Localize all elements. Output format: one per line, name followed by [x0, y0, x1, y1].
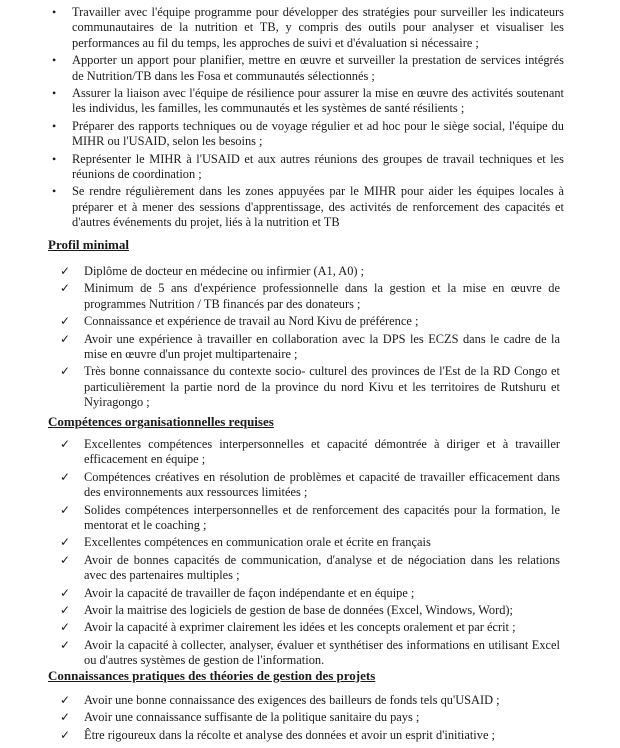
list-item: [0, 535, 620, 550]
competences-list: [0, 437, 620, 669]
list-item-text: Avoir la capacité de travailler de façon indépendante et en équipe ;: [84, 585, 415, 600]
check-icon: ✓: [60, 364, 71, 379]
list-item-text: Connaissance et expérience de travail au Nord Kivu de préférence ;: [84, 314, 419, 329]
list-item-text: Avoir la capacité à collecter, analyser, évaluer et synthétiser des informations en utilisant Excel ou d'autres systèmes de gestion de l'information.: [84, 637, 560, 668]
list-item-text: Avoir une bonne connaissance des exigences des bailleurs de fonds tels qu'USAID ;: [84, 693, 500, 707]
check-icon: ✓: [60, 637, 71, 652]
list-item: [0, 264, 620, 279]
competences-section: [0, 437, 620, 671]
list-item-text: Préparer des rapports techniques ou de voyage régulier et ad hoc pour le siège social, l'équipe du MIHR ou l'USAID, selon les besoins ;: [72, 118, 564, 149]
check-icon: ✓: [60, 727, 71, 742]
list-item-text: Minimum de 5 ans d'expérience professionnelle dans la gestion et la mise en œuvre de programmes Nutrition / TB financés par des donateurs ;: [84, 281, 560, 311]
list-item-text: Solides compétences interpersonnelles et de renforcement des capacités pour la formation, le mentorat et le coaching ;: [84, 502, 560, 533]
list-item-text: Avoir la capacité à exprimer clairement les idées et les concepts oralement et par écrit ;: [84, 620, 516, 635]
list-item-text: Être rigoureux dans la récolte et analyse des données et avoir un esprit d'initiative ;: [84, 727, 495, 742]
list-item: [0, 503, 620, 534]
check-icon: ✓: [60, 535, 71, 550]
check-icon: ✓: [60, 281, 71, 296]
list-item: [0, 620, 620, 635]
list-item: [0, 281, 620, 312]
check-icon: ✓: [60, 314, 71, 329]
check-icon: ✓: [60, 469, 71, 484]
list-item: [0, 553, 620, 584]
list-item: [0, 638, 620, 669]
list-item: [0, 332, 620, 363]
bullet-icon: •: [52, 151, 57, 166]
list-item-text: Avoir la maitrise des logiciels de gestion de base de données (Excel, Windows, Word);: [84, 603, 513, 618]
connaissances-list: [0, 693, 620, 743]
check-icon: ✓: [60, 710, 71, 725]
connaissances-section: [0, 693, 620, 745]
list-item-text: Avoir une expérience à travailler en collaboration avec la DPS les ECZS dans le cadre de la mise en œuvre d'un projet multipartenaire ;: [84, 331, 560, 362]
check-icon: ✓: [60, 264, 71, 278]
bullet-icon: •: [52, 5, 57, 19]
list-item-text: Représenter le MIHR à l'USAID et aux autres réunions des groupes de travail techniques et les réunions de coordination ;: [72, 151, 564, 182]
list-item-text: Excellentes compétences en communication orale et écrite en français: [84, 535, 431, 550]
check-icon: ✓: [60, 437, 71, 451]
check-icon: ✓: [60, 331, 71, 346]
section-heading-connaissances: Connaissances pratiques des théories de gestion des projets: [48, 668, 376, 683]
profil-section: [0, 264, 620, 413]
profil-list: [0, 264, 620, 411]
list-item: [0, 119, 620, 150]
check-icon: ✓: [60, 620, 71, 635]
responsibilities-section: [0, 5, 620, 233]
section-heading-profil: Profil minimal: [48, 237, 130, 252]
list-item: [0, 710, 620, 725]
list-item: [0, 152, 620, 183]
list-item-text: Apporter un apport pour planifier, mettre en œuvre et surveiller la prestation de services intégrés de Nutrition/TB dans les Fosa et communautés sélectionnés ;: [72, 53, 564, 83]
bullet-icon: •: [52, 86, 57, 101]
list-item-text: Compétences créatives en résolution de problèmes et capacité de travailler efficacement dans des environnements aux ressources limitées ;: [84, 469, 560, 500]
check-icon: ✓: [60, 502, 71, 517]
list-item-text: Excellentes compétences interpersonnelles et capacité démontrée à diriger et à travailler efficacement en équipe ;: [84, 437, 560, 467]
list-item: [0, 5, 620, 51]
list-item: [0, 693, 620, 708]
list-item: [0, 53, 620, 84]
list-item-text: Diplôme de docteur en médecine ou infirmier (A1, A0) ;: [84, 264, 365, 278]
list-item: [0, 470, 620, 501]
list-item: [0, 437, 620, 468]
list-item: [0, 184, 620, 230]
list-item: [0, 728, 620, 743]
list-item: [0, 603, 620, 618]
list-item: [0, 364, 620, 410]
list-item-text: Avoir une connaissance suffisante de la politique sanitaire du pays ;: [84, 710, 420, 725]
list-item-text: Travailler avec l'équipe programme pour développer des stratégies pour surveiller les indicateurs communautaires de la nutrition et TB, y compris des outils pour analyser et visualiser les performances au fil du temps, les approches de suivi et d'évaluation si nécessaire ;: [72, 5, 564, 50]
section-heading-competences: Compétences organisationnelles requises: [48, 414, 274, 429]
list-item: [0, 586, 620, 601]
list-item: [0, 314, 620, 329]
bullet-icon: •: [52, 118, 57, 133]
list-item-text: Très bonne connaissance du contexte socio- culturel des provinces de l'Est de la RD Congo et particulièrement la partie nord de la province du nord Kivu et les territoires de Rutshuru et Nyiragongo ;: [84, 364, 560, 410]
list-item-text: Avoir de bonnes capacités de communication, d'analyse et de négociation dans les relations avec des partenaires multiples ;: [84, 552, 560, 583]
check-icon: ✓: [60, 585, 71, 600]
bullet-icon: •: [52, 53, 57, 68]
list-item-text: Assurer la liaison avec l'équipe de résilience pour assurer la mise en œuvre des activités soutenant les individus, les familles, les communautés et les systèmes de santé résilients ;: [72, 86, 564, 116]
list-item: [0, 86, 620, 117]
check-icon: ✓: [60, 603, 71, 618]
check-icon: ✓: [60, 552, 71, 567]
check-icon: ✓: [60, 693, 71, 707]
bullet-icon: •: [52, 184, 57, 199]
list-item-text: Se rendre régulièrement dans les zones appuyées par le MIHR pour aider les équipes locales à préparer et à mener des sessions d'apprentissage, des activités de renforcement des capacités et d'autres événements du projet, liés à la nutrition et TB: [72, 184, 564, 230]
responsibilities-list: [0, 5, 620, 231]
